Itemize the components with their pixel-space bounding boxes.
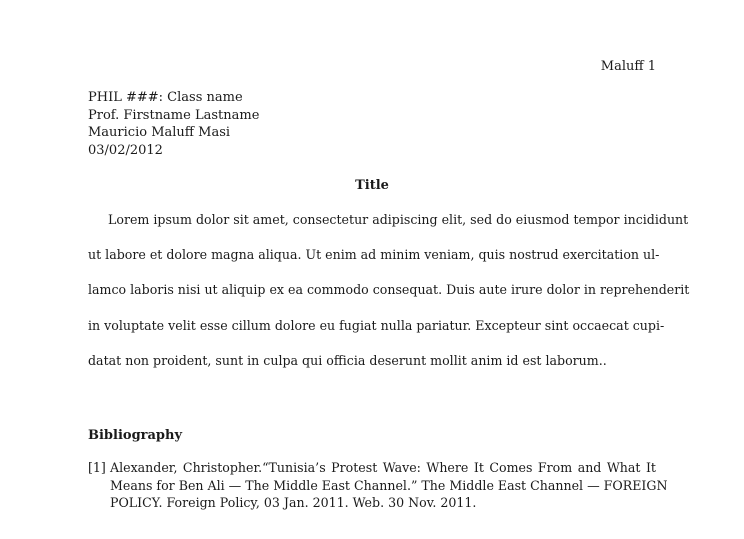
citation-line: POLICY. Foreign Policy, 03 Jan. 2011. Web. 30 Nov. 2011. [110,495,477,510]
citation-label: [1] [88,460,106,475]
student-line: Mauricio Maluff Masi [88,125,231,140]
body-line: Lorem ipsum dolor sit amet, consectetur adipiscing elit, sed do eiusmod tempor incididunt [108,212,689,227]
citation-text [110,459,668,512]
body-line: ut labore et dolore magna aliqua. Ut enim ad minim veniam, quis nostrud exercitation ul- [88,247,660,263]
citation-line: Means for Ben Ali — The Middle East Channel.” The Middle East Channel — FOREIGN [110,477,668,493]
body-line: datat non proident, sunt in culpa qui officia deserunt mollit anim id est laborum.. [88,352,607,368]
header-block [88,89,259,159]
date-line: 03/02/2012 [88,142,163,158]
body-paragraph [88,211,690,387]
body-line: in voluptate velit esse cillum dolore eu fugiat nulla pariatur. Excepteur sint occaecat cupi- [88,317,665,333]
bibliography-entry [88,459,668,512]
professor-line: Prof. Firstname Lastname [88,107,260,123]
running-head: Maluff 1 [600,59,656,74]
course-line: PHIL ###: Class name [88,90,243,105]
bibliography-heading: Bibliography [88,428,183,443]
body-line: lamco laboris nisi ut aliquip ex ea commodo consequat. Duis aute irure dolor in reprehenderit [88,282,690,298]
citation-line: Alexander, Christopher.“Tunisia’s Protest Wave: Where It Comes From and What It [110,460,656,475]
page-title: Title [355,178,389,193]
